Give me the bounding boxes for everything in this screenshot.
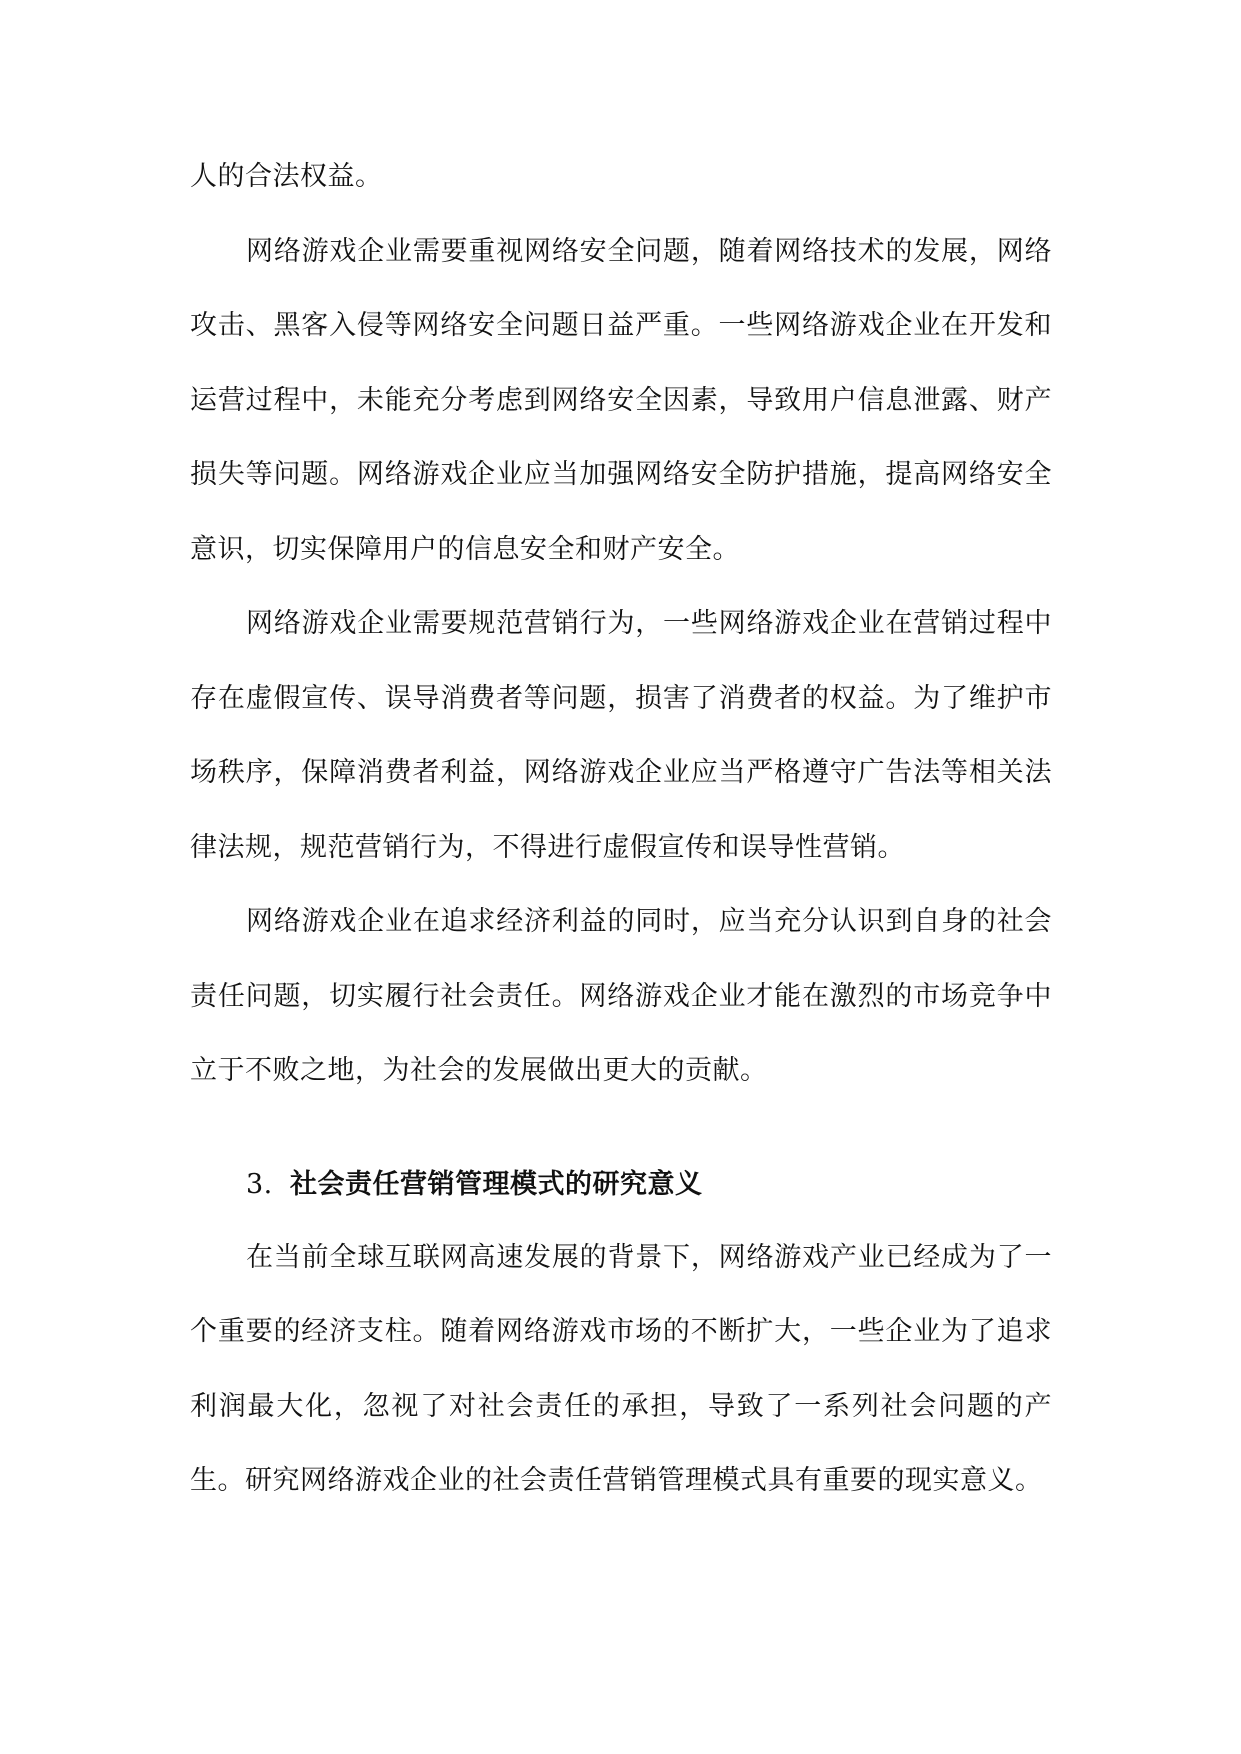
section-title: 社会责任营销管理模式的研究意义	[290, 1168, 703, 1200]
section-heading	[190, 1149, 1052, 1221]
paragraph-research-significance: 在当前全球互联网高速发展的背景下，网络游戏产业已经成为了一个重要的经济支柱。随着网络游戏市场的不断扩大，一些企业为了追求利润最大化，忽视了对社会责任的承担，导致了一系列社会问题的产生。研究网络游戏企业的社会责任营销管理模式具有重要的现实意义。	[190, 1241, 1052, 1496]
section-number: 3.	[246, 1168, 273, 1200]
document-page	[190, 140, 1052, 1519]
paragraph-social-responsibility: 网络游戏企业在追求经济利益的同时，应当充分认识到自身的社会责任问题，切实履行社会责任。网络游戏企业才能在激烈的市场竞争中立于不败之地，为社会的发展做出更大的贡献。	[190, 906, 1052, 1086]
paragraph-network-security: 网络游戏企业需要重视网络安全问题，随着网络技术的发展，网络攻击、黑客入侵等网络安全问题日益严重。一些网络游戏企业在开发和运营过程中，未能充分考虑到网络安全因素，导致用户信息泄露、财产损失等问题。网络游戏企业应当加强网络安全防护措施，提高网络安全意识，切实保障用户的信息安全和财产安全。	[190, 235, 1052, 565]
paragraph-marketing-behavior: 网络游戏企业需要规范营销行为，一些网络游戏企业在营销过程中存在虚假宣传、误导消费者等问题，损害了消费者的权益。为了维护市场秩序，保障消费者利益，网络游戏企业应当严格遵守广告法等相关法律法规，规范营销行为，不得进行虚假宣传和误导性营销。	[190, 608, 1052, 863]
paragraph-continuation: 人的合法权益。	[190, 161, 383, 192]
